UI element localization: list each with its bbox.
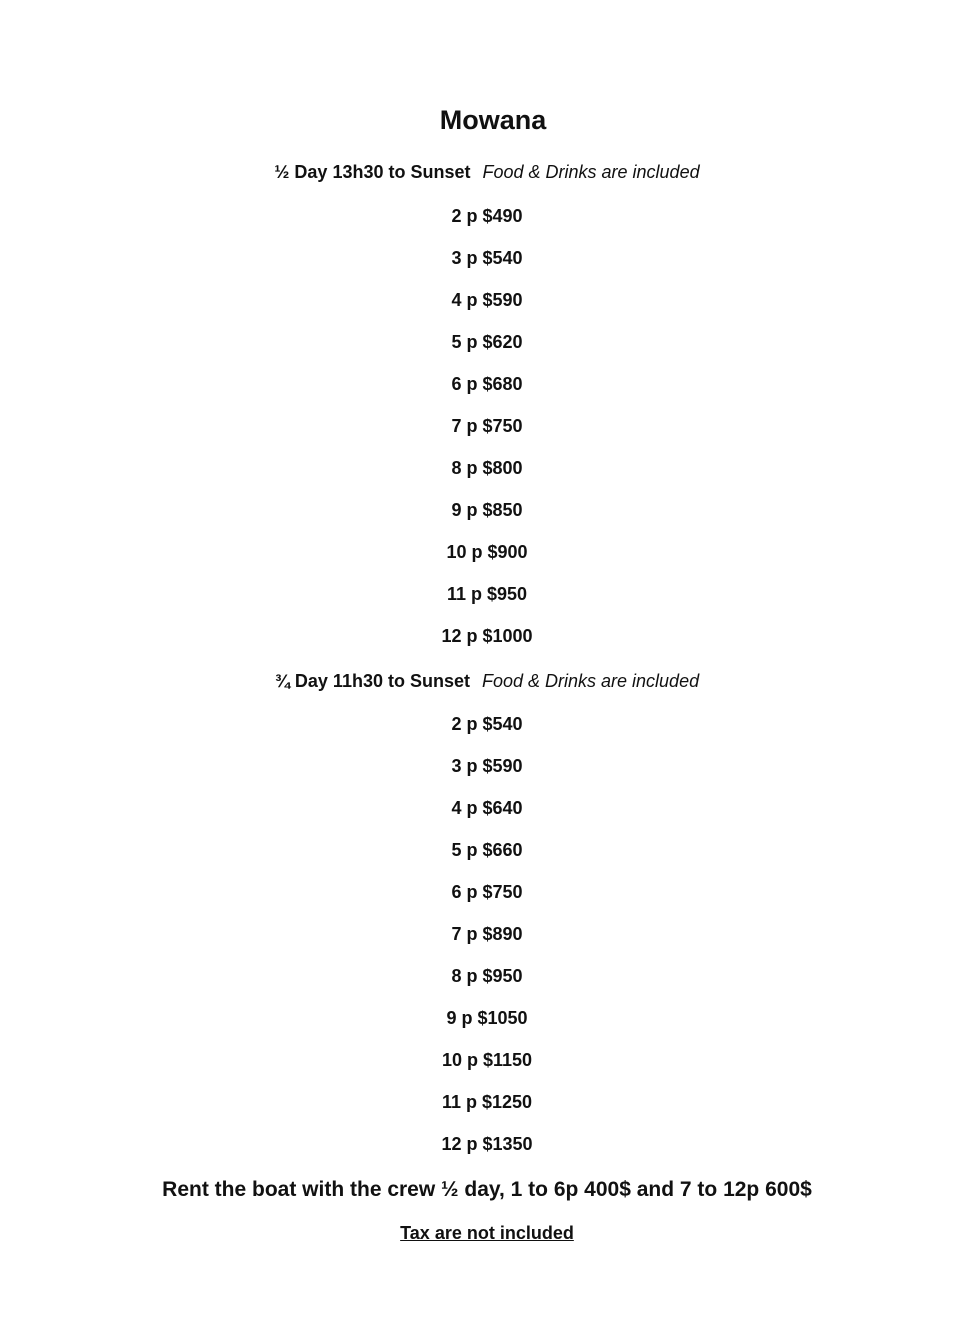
price-row: 9 p $850 [451, 500, 523, 520]
section-heading-note: Food & Drinks are included [481, 671, 700, 691]
price-row: 10 p $900 [446, 542, 528, 562]
price-row: 8 p $800 [451, 458, 523, 478]
section-heading-label: ¾ Day 11h30 to Sunset [274, 671, 470, 691]
section-heading-note: Food & Drinks are included [482, 162, 700, 182]
boat-rental-note: Rent the boat with the crew ½ day, 1 to 6p 400$ and 7 to 12p 600$ [162, 1178, 812, 1201]
tax-note-text: Tax are not included [400, 1223, 574, 1243]
price-row: 4 p $640 [451, 798, 523, 818]
price-row: 3 p $540 [451, 248, 523, 268]
price-row: 5 p $660 [451, 840, 523, 860]
price-row: 10 p $1150 [441, 1050, 533, 1070]
price-row: 6 p $750 [451, 882, 523, 902]
price-row: 12 p $1000 [441, 626, 533, 646]
page-title: Mowana [439, 105, 547, 135]
price-row: 9 p $1050 [446, 1008, 528, 1028]
price-row: 6 p $680 [451, 374, 523, 394]
price-row: 5 p $620 [451, 332, 523, 352]
price-row: 11 p $1250 [441, 1092, 533, 1112]
price-row: 7 p $890 [451, 924, 523, 944]
price-row: 11 p $950 [446, 584, 528, 604]
section-heading-three-quarter-day [0, 669, 974, 693]
price-row: 2 p $490 [451, 206, 523, 226]
price-row: 7 p $750 [451, 416, 523, 436]
price-row: 2 p $540 [451, 714, 523, 734]
tax-note [0, 1221, 974, 1245]
price-row: 12 p $1350 [441, 1134, 533, 1154]
price-row: 3 p $590 [451, 756, 523, 776]
price-row: 4 p $590 [451, 290, 523, 310]
price-row: 8 p $950 [451, 966, 523, 986]
section-heading-half-day [0, 160, 974, 184]
section-heading-label: ½ Day 13h30 to Sunset [274, 162, 471, 182]
